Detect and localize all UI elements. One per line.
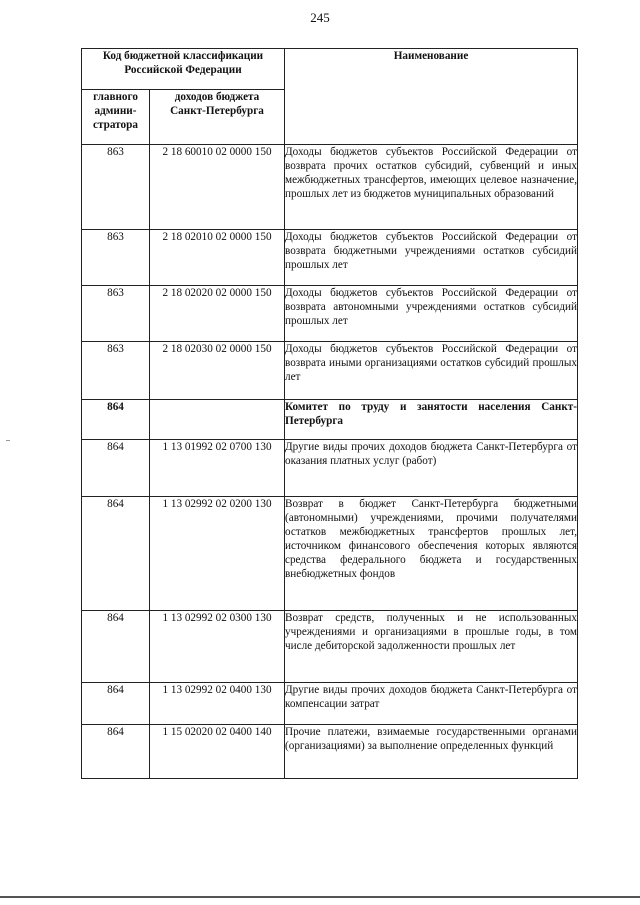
row-name: Возврат в бюджет Санкт-Петербурга бюджетными (автономными) учреждениями, прочими получателями остатков межбюджетных трансфертов прошлых лет, источником финансового обеспечения которых являются средства федерального бюджета и государственных внебюджетных фондов (285, 497, 578, 611)
table-row (82, 342, 578, 400)
table-row (82, 683, 578, 725)
table-row-section (82, 400, 578, 440)
header-classification-line2: Российской Федерации (124, 64, 242, 76)
header-admin-line2: админи- (94, 105, 137, 117)
scan-bottom-edge (0, 896, 640, 898)
row-income-code: 2 18 02030 02 0000 150 (150, 342, 285, 400)
header-name (285, 49, 578, 145)
budget-classification-table (81, 48, 578, 779)
header-admin-line3: стратора (93, 119, 138, 131)
header-name-label: Наименование (393, 50, 469, 62)
row-name: Возврат средств, полученных и не использованных учреждениями и организациями в прошлые годы, в том числе дебиторской задолженности прошлых лет (285, 611, 578, 683)
header-income (150, 90, 285, 145)
row-name: Другие виды прочих доходов бюджета Санкт-Петербурга от компенсации затрат (285, 683, 578, 725)
header-admin (82, 90, 150, 145)
row-admin-code: 863 (82, 342, 150, 400)
table-row (82, 230, 578, 286)
table-row (82, 497, 578, 611)
row-admin-code: 863 (82, 145, 150, 230)
row-name: Прочие платежи, взимаемые государственными органами (организациями) за выполнение определенных функций (285, 725, 578, 779)
row-admin-code: 863 (82, 230, 150, 286)
row-income-code: 2 18 02020 02 0000 150 (150, 286, 285, 342)
row-income-code: 1 13 02992 02 0400 130 (150, 683, 285, 725)
row-income-code (150, 400, 285, 440)
row-income-code: 2 18 02010 02 0000 150 (150, 230, 285, 286)
row-name: Доходы бюджетов субъектов Российской Федерации от возврата прочих остатков субсидий, субвенций и иных межбюджетных трансфертов, имеющих целевое назначение, прошлых лет из бюджетов муниципальных образований (285, 145, 578, 230)
row-name: Доходы бюджетов субъектов Российской Федерации от возврата иными организациями остатков субсидий прошлых лет (285, 342, 578, 400)
header-income-line1: доходов бюджета (174, 91, 260, 103)
row-income-code: 1 13 02992 02 0200 130 (150, 497, 285, 611)
row-admin-code: 864 (82, 683, 150, 725)
row-admin-code: 864 (82, 497, 150, 611)
table-row (82, 440, 578, 497)
row-name: Другие виды прочих доходов бюджета Санкт-Петербурга от оказания платных услуг (работ) (285, 440, 578, 497)
row-admin-code: 863 (82, 286, 150, 342)
row-income-code: 2 18 60010 02 0000 150 (150, 145, 285, 230)
table-row (82, 725, 578, 779)
row-name: Комитет по труду и занятости населения Санкт-Петербурга (285, 400, 578, 440)
header-admin-line1: главного (93, 91, 138, 103)
header-income-line2: Санкт-Петербурга (170, 105, 264, 117)
row-admin-code: 864 (82, 611, 150, 683)
header-classification-line1: Код бюджетной классификации (102, 50, 264, 62)
table-row (82, 611, 578, 683)
table-row (82, 145, 578, 230)
row-admin-code: 864 (82, 440, 150, 497)
row-admin-code: 864 (82, 400, 150, 440)
table-row (82, 286, 578, 342)
scan-margin-mark (6, 440, 10, 441)
row-income-code: 1 15 02020 02 0400 140 (150, 725, 285, 779)
row-name: Доходы бюджетов субъектов Российской Федерации от возврата автономными учреждениями остатков субсидий прошлых лет (285, 286, 578, 342)
row-admin-code: 864 (82, 725, 150, 779)
header-classification-code (82, 49, 285, 90)
page-number: 245 (310, 10, 330, 25)
row-income-code: 1 13 02992 02 0300 130 (150, 611, 285, 683)
row-income-code: 1 13 01992 02 0700 130 (150, 440, 285, 497)
row-name: Доходы бюджетов субъектов Российской Федерации от возврата бюджетными учреждениями остатков субсидий прошлых лет (285, 230, 578, 286)
